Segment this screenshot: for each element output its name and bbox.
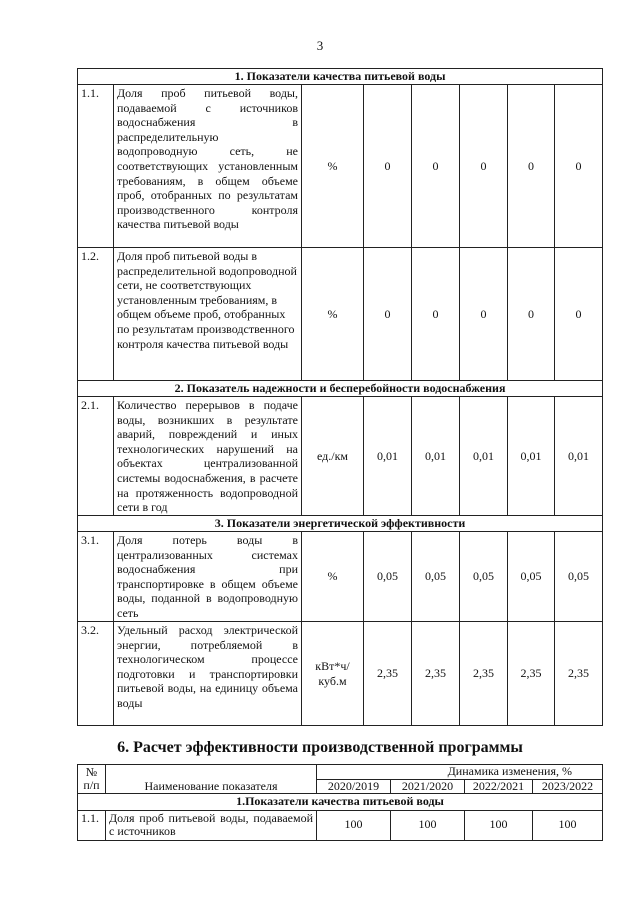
- indicator-name: Доля проб питьевой воды, подаваемой с источников водоснабжения в распределительную водопроводную сеть, не соответствующих установленным требованиям, в общем объеме проб, отобранных по результатам производственного контроля качества питьевой воды: [114, 85, 302, 248]
- row-number: 1.1.: [78, 85, 114, 248]
- value-cell: 100: [317, 810, 391, 840]
- header-dynamics: Динамика изменения, %: [317, 765, 603, 780]
- value-cell: 0,01: [364, 397, 412, 516]
- year-header: 2023/2022: [533, 779, 603, 794]
- section-title: 3. Показатели энергетической эффективности: [78, 516, 603, 532]
- unit-cell: %: [302, 248, 364, 381]
- indicator-name: Доля потерь воды в централизованных системах водоснабжения при транспортировке в общем объеме воды, поданной в водопроводную сеть: [114, 532, 302, 622]
- row-number: 2.1.: [78, 397, 114, 516]
- value-cell: 2,35: [412, 622, 460, 726]
- value-cell: 0,05: [508, 532, 555, 622]
- indicator-name: Доля проб питьевой воды в распределительной водопроводной сети, не соответствующих установленным требованиям, в общем объеме проб, отобранных по результатам производственного контроля качества питьевой воды: [114, 248, 302, 381]
- header-number: № п/п: [78, 765, 106, 794]
- value-cell: 0: [364, 85, 412, 248]
- value-cell: 0: [555, 248, 603, 381]
- table-row: [78, 85, 603, 248]
- value-cell: 100: [391, 810, 465, 840]
- value-cell: 0: [460, 248, 508, 381]
- value-cell: 0,01: [555, 397, 603, 516]
- unit-cell: ед./км: [302, 397, 364, 516]
- section-title: 1.Показатели качества питьевой воды: [78, 794, 603, 811]
- unit-cell: %: [302, 85, 364, 248]
- section-title: 2. Показатель надежности и бесперебойности водоснабжения: [78, 381, 603, 397]
- year-header: 2022/2021: [465, 779, 533, 794]
- indicator-name: Количество перерывов в подаче воды, возникших в результате аварий, повреждений и иных технологических нарушений на объектах централизованной системы водоснабжения, в расчете на протяженность водопроводной сети в год: [114, 397, 302, 516]
- efficiency-table: [77, 764, 603, 841]
- value-cell: 0: [412, 248, 460, 381]
- unit-cell: %: [302, 532, 364, 622]
- value-cell: 0: [508, 85, 555, 248]
- value-cell: 2,35: [364, 622, 412, 726]
- header-name: Наименование показателя: [106, 765, 317, 794]
- indicator-name: Доля проб питьевой воды, подаваемой с источников: [106, 810, 317, 840]
- value-cell: 0: [364, 248, 412, 381]
- row-number: 3.1.: [78, 532, 114, 622]
- value-cell: 2,35: [460, 622, 508, 726]
- section-title: 1. Показатели качества питьевой воды: [78, 69, 603, 85]
- table-row: [78, 532, 603, 622]
- value-cell: 0: [555, 85, 603, 248]
- section-heading: 6. Расчет эффективности производственной программы: [117, 739, 523, 756]
- value-cell: 0: [412, 85, 460, 248]
- value-cell: 0,05: [412, 532, 460, 622]
- year-header: 2020/2019: [317, 779, 391, 794]
- row-number: 1.1.: [78, 810, 106, 840]
- value-cell: 0,01: [460, 397, 508, 516]
- value-cell: 0: [460, 85, 508, 248]
- unit-cell: кВт*ч/ куб.м: [302, 622, 364, 726]
- table-row: [78, 248, 603, 381]
- indicators-table: [77, 68, 603, 726]
- value-cell: 0,01: [412, 397, 460, 516]
- table-row: [78, 810, 603, 840]
- table-row: [78, 622, 603, 726]
- value-cell: 0,05: [364, 532, 412, 622]
- value-cell: 100: [465, 810, 533, 840]
- value-cell: 0,05: [460, 532, 508, 622]
- table-row: [78, 397, 603, 516]
- value-cell: 0,01: [508, 397, 555, 516]
- year-header: 2021/2020: [391, 779, 465, 794]
- value-cell: 100: [533, 810, 603, 840]
- page-number: 3: [316, 38, 324, 53]
- value-cell: 2,35: [508, 622, 555, 726]
- row-number: 3.2.: [78, 622, 114, 726]
- value-cell: 0: [508, 248, 555, 381]
- indicator-name: Удельный расход электрической энергии, потребляемой в технологическом процессе подготовки и транспортировки питьевой воды, на единицу объема воды: [114, 622, 302, 726]
- value-cell: 2,35: [555, 622, 603, 726]
- value-cell: 0,05: [555, 532, 603, 622]
- row-number: 1.2.: [78, 248, 114, 381]
